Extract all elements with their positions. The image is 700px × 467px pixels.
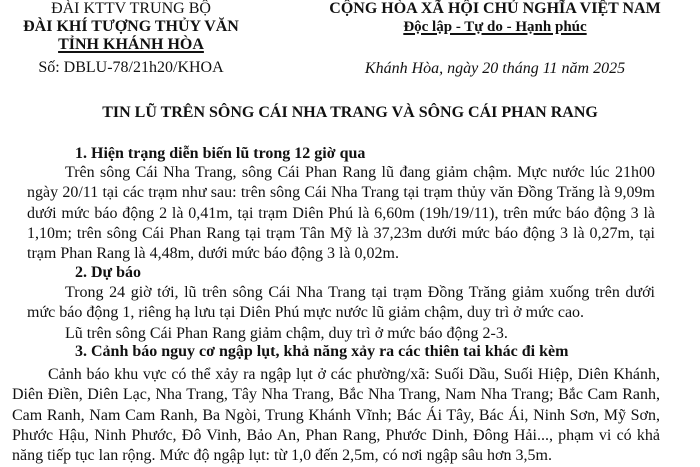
section-2-paragraph-1 bbox=[27, 283, 655, 324]
section-2-heading: 2. Dự báo bbox=[75, 264, 142, 281]
document-number: Số: DBLU-78/21h20/KHOA bbox=[38, 59, 224, 76]
place-and-date: Khánh Hòa, ngày 20 tháng 11 năm 2025 bbox=[364, 60, 626, 77]
document-title: TIN LŨ TRÊN SÔNG CÁI NHA TRANG VÀ SÔNG CÁI PHAN RANG bbox=[102, 104, 598, 121]
section-3-text: Cảnh báo khu vực có thể xảy ra ngập lụt ở các phường/xã: Suối Dầu, Suối Hiệp, Diên Khánh, Diên Điền, Diên Lạc, Nha Trang, Tây Nha Trang, Bắc Nha Trang, Nam Nha Trang; Bắc Cam Ranh, Cam Ranh, Nam Cam Ranh, Ba Ngòi, Trung Khánh Vĩnh; Bác Ái Tây, Bác Ái, Ninh Sơn, Mỹ Sơn, Phước Hậu, Ninh Phước, Đô Vinh, Bảo An, Phan Rang, Phước Dinh, Đông Hải..., phạm vi có khả năng tiếp tục lan rộng. Mức độ ngập lụt: từ 1,0 đến 2,5m, có nơi ngập sâu hơn 3,5m. bbox=[12, 366, 660, 465]
station-name-line2: TỈNH KHÁNH HÒA bbox=[58, 36, 204, 53]
national-motto: Độc lập - Tự do - Hạnh phúc bbox=[403, 19, 587, 35]
section-1-heading: 1. Hiện trạng diễn biến lũ trong 12 giờ qua bbox=[75, 145, 366, 162]
nation-name: CỘNG HÒA XÃ HỘI CHỦ NGHĨA VIỆT NAM bbox=[329, 0, 661, 17]
section-1-text: Trên sông Cái Nha Trang, sông Cái Phan Rang lũ đang giảm chậm. Mực nước lúc 21h00 ngày 20/11 tại các trạm như sau: trên sông Cái Nha Trang tại trạm thủy văn Đồng Trăng là 9,09m dưới mức báo động 2 là 0,41m, tại trạm Diên Phú là 6,60m (19h/19/11), trên mức báo động 3 là 1,10m; trên sông Cái Phan Rang tại trạm Tân Mỹ là 37,23m dưới mức báo động 3 là 0,27m, tại trạm Phan Rang là 4,48m, dưới mức báo động 3 là 0,02m. bbox=[27, 164, 655, 263]
parent-agency: ĐÀI KTTV TRUNG BỘ bbox=[51, 0, 211, 17]
issuing-agency-block bbox=[0, 0, 262, 77]
section-1-paragraph bbox=[27, 163, 655, 264]
section-2-paragraph-2 bbox=[27, 324, 655, 344]
national-header-block bbox=[290, 0, 700, 78]
section-2-text-1: Trong 24 giờ tới, lũ trên sông Cái Nha Trang tại trạm Đồng Trăng giảm xuống trên dưới mức báo động 1, riêng hạ lưu tại Diên Phú mực nước lũ giảm chậm, duy trì ở mức cao. bbox=[27, 284, 655, 322]
section-2-text-2: Lũ trên sông Cái Phan Rang giảm chậm, duy trì ở mức báo động 2-3. bbox=[65, 325, 508, 342]
section-3-paragraph bbox=[12, 365, 660, 466]
section-3-heading: 3. Cảnh báo nguy cơ ngập lụt, khả năng xảy ra các thiên tai khác đi kèm bbox=[75, 343, 569, 360]
station-name-line1: ĐÀI KHÍ TƯỢNG THỦY VĂN bbox=[23, 18, 239, 35]
